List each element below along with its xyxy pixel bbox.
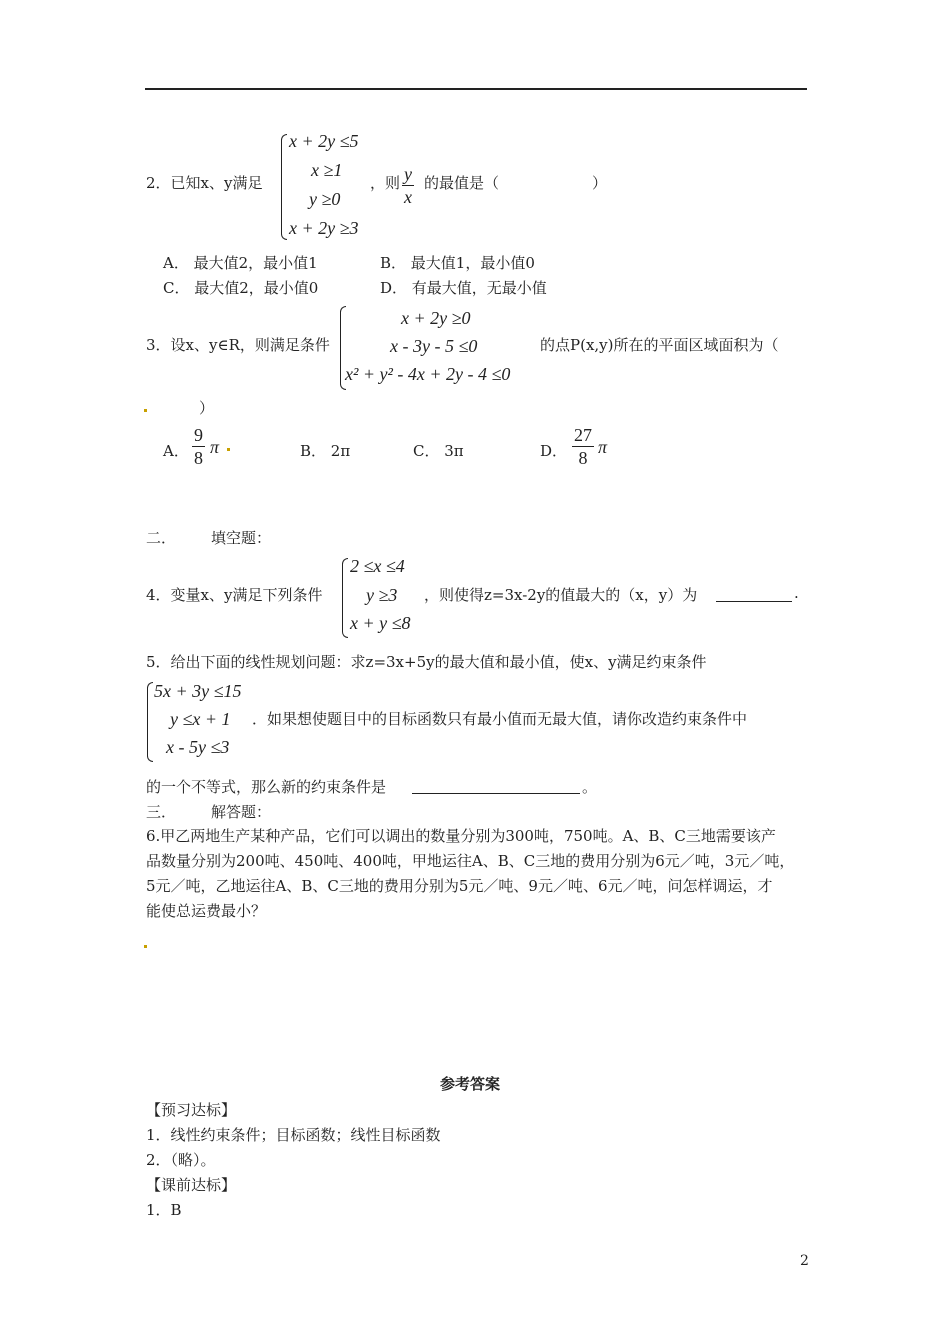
q2-frac-den: x [404,187,412,207]
q3-a-den: 8 [194,448,203,468]
q4-brace [342,558,348,638]
q2-option-a: A． 最大值2，最小值1 [163,254,318,272]
q2-fraction [402,163,414,208]
q3-d-den: 8 [578,448,588,468]
q4-ineq-1: 2 ≤x ≤4 [350,556,405,576]
answer-2: 2．（略）。 [146,1151,216,1169]
q2-ineq-3: y ≥0 [309,189,341,209]
answer-3: 1．B [146,1201,182,1219]
section-2-title: 填空题： [211,529,272,547]
q4-suffix: ，则使得z=3x-2y的值最大的（x，y）为 [424,586,698,604]
header-rule [145,88,807,90]
q2-prefix: 2．已知x、y满足 [146,174,263,192]
q2-mid: ，则 [370,174,401,192]
mark-dot [144,409,147,412]
answers-heading-2: 【课前达标】 [146,1176,237,1194]
q5-line-2: ．如果想使题目中的目标函数只有最小值而无最大值，请你改造约束条件中 [252,710,748,728]
q4-prefix: 4．变量x、y满足下列条件 [146,586,323,604]
q5-end: 。 [582,778,598,796]
q3-d-pi: π [598,437,608,457]
q3-option-c: C． 3π [413,442,464,460]
q3-ineq-1: x + 2y ≥0 [401,308,471,328]
q5-brace [147,682,153,762]
q2-option-d: D． 有最大值，无最小值 [380,279,547,297]
q2-ineq-1: x + 2y ≤5 [289,131,359,151]
q3-a-num: 9 [194,425,203,445]
q2-frac-num: y [404,164,412,184]
q3-option-d-fraction [572,424,594,469]
q2-brace [281,134,287,240]
q5-ineq-1: 5x + 3y ≤15 [154,681,242,701]
q2-suffix: 的最值是（ [424,174,500,192]
section-3-title: 解答题： [211,803,272,821]
mark-dot [227,448,230,451]
q3-a-pi: π [210,437,220,457]
q3-option-b: B． 2π [300,442,351,460]
mark-dot [144,945,147,948]
q3-d-num: 27 [574,425,592,445]
q4-answer-blank [716,584,792,602]
q3-prefix: 3．设x、y∈R，则满足条件 [146,336,330,354]
q5-line-3: 的一个不等式，那么新的约束条件是 [146,778,387,796]
q2-option-b: B． 最大值1，最小值0 [380,254,535,272]
q2-ineq-4: x + 2y ≥3 [289,218,359,238]
q3-ineq-2: x - 3y - 5 ≤0 [390,336,478,356]
q3-option-a-label: A． [163,442,189,460]
q3-option-a-fraction [192,424,205,469]
q3-close: ） [199,399,215,417]
q5-ineq-3: x - 5y ≤3 [166,737,230,757]
q5-answer-blank [412,776,580,794]
q6-line-1: 6.甲乙两地生产某种产品，它们可以调出的数量分别为300吨，750吨。A、B、C三地需要该产 [146,827,776,845]
q4-ineq-2: y ≥3 [366,585,398,605]
answers-title: 参考答案 [440,1075,501,1093]
answers-heading-1: 【预习达标】 [146,1101,237,1119]
q6-line-3: 5元／吨，乙地运往A、B、C三地的费用分别为5元／吨、9元／吨、6元／吨，问怎样调运，才 [146,877,773,895]
q4-ineq-3: x + y ≤8 [350,613,411,633]
q2-close: ） [592,174,608,192]
q6-line-2: 品数量分别为200吨、450吨、400吨，甲地运往A、B、C三地的费用分别为6元／吨，3元／吨， [146,852,795,870]
q3-suffix: 的点P(x,y)所在的平面区域面积为（ [540,336,779,354]
q5-ineq-2: y ≤x + 1 [170,709,231,729]
answer-1: 1．线性约束条件；目标函数；线性目标函数 [146,1126,441,1144]
q5-line-1: 5．给出下面的线性规划问题：求z=3x+5y的最大值和最小值，使x、y满足约束条件 [146,653,707,671]
q3-option-d-label: D． [540,442,568,460]
q3-ineq-3: x² + y² - 4x + 2y - 4 ≤0 [345,364,511,384]
q2-option-c: C． 最大值2，最小值0 [163,279,319,297]
q2-ineq-2: x ≥1 [311,160,343,180]
q4-end: . [794,584,799,602]
page-number: 2 [800,1253,809,1269]
section-2-number: 二． [146,529,177,547]
q6-line-4: 能使总运费最小？ [146,902,267,920]
section-3-number: 三． [146,803,177,821]
